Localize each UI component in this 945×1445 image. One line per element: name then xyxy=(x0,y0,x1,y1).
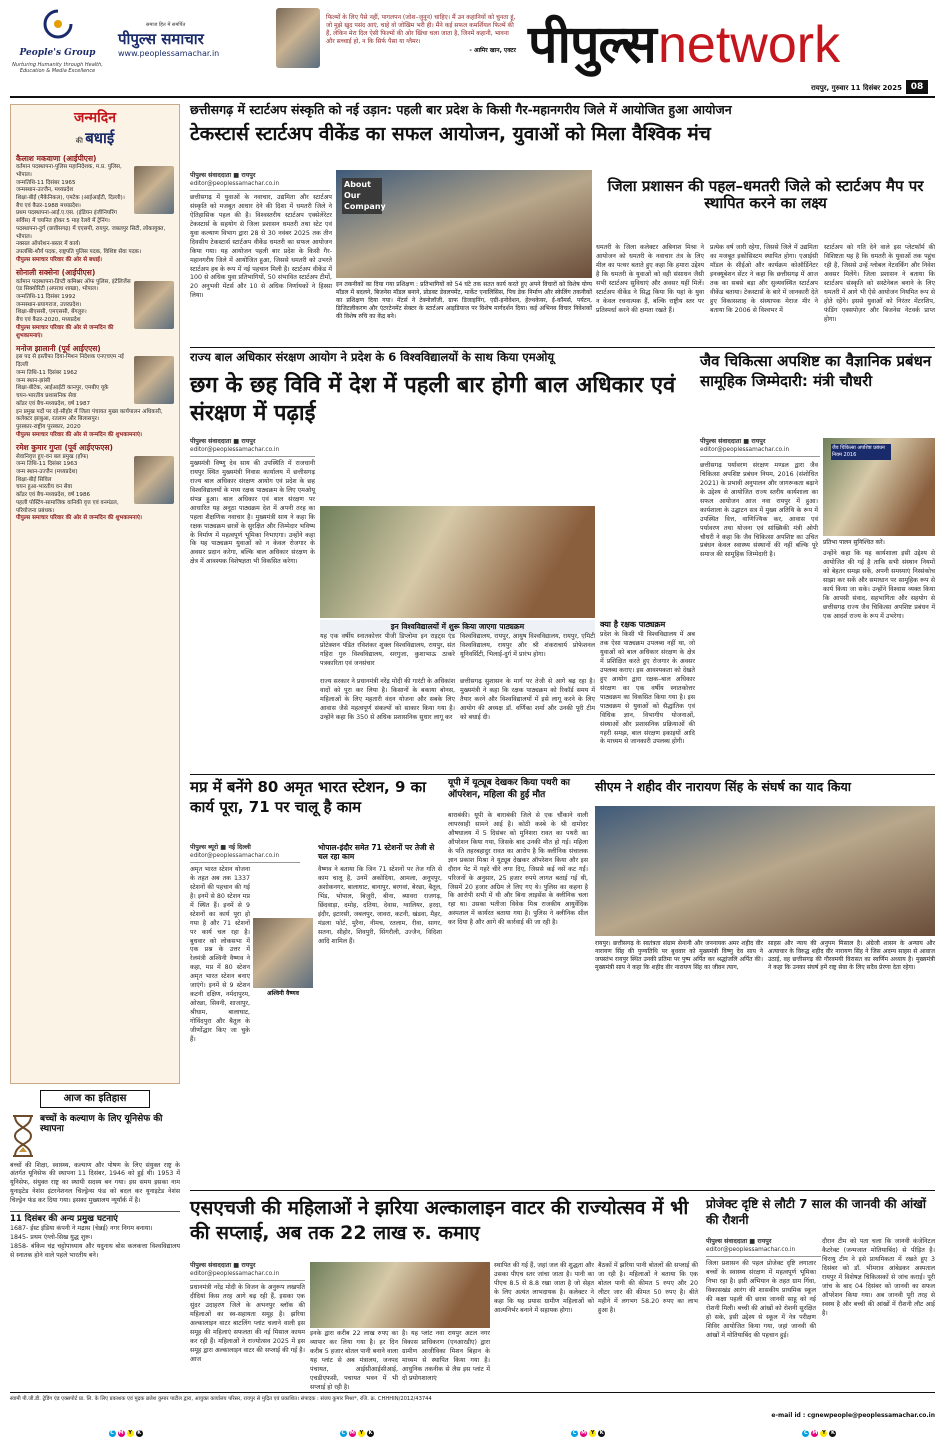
group-logo xyxy=(10,8,105,94)
s2-side-box xyxy=(600,620,695,770)
top-body: छत्तीसगढ़ में युवाओं के नवाचार, उद्यमिता और स्टार्टअप संस्कृति को मजबूत आधार देने की दिशा में धमतरी जिले ने ऐतिहासिक पहल की है। विश्वस्तरीय स्टार्टअप एक्सेलेरेटर टेकस्टार्स के सहयोग से जिला प्रशासन धमतरी तथा स्टेट एवं युवा कल्याण विभाग द्वारा 28 से 30 नवंबर 2025 तक तीन दिवसीय टेकस्टार्स स्टार्टअप वीकेंड धमतरी का सफल आयोजन किया गया। यह आयोजन पहली बार प्रदेश के किसी गैर-महानगरीय जिले में आयोजित हुआ, जिससे धमतरी को उभरते स्टार्टअप हब के रूप में नई पहचान मिली है। स्टार्टअप वीकेंड में 100 से अधिक युवा प्रतिभागियों, 50 संभावित स्टार्टअप टीमों, 20 अनुभवी मेंटर्स और 10 से अधिक निर्णायकों ने हिस्सा लिया। xyxy=(190,194,332,300)
birthday-detail: सेवानिवृत्त हुए-वन बल प्रमुख (हॉफ) xyxy=(16,453,89,460)
birthday-detail: जन्मस्थान-प्रयागराज, उत्तरप्रदेश। xyxy=(16,301,82,308)
birthday-detail: पदस्थापना-दुर्ग (छत्तीसगढ़) में एएसपी, रायपुर, जबलपुर सिटी, लोकायुक्त, भोपाल। xyxy=(16,225,166,240)
s3-byline: पीपुल्स ब्यूरो ■ नई दिल्ली xyxy=(190,844,251,851)
birthday-person-name: मनोज झालानी (पूर्व आईएएस) xyxy=(16,344,101,354)
s6-photo-caption: प्रतिभा पालन सुनिश्चित करें। xyxy=(823,539,885,546)
s6-byline: पीपुल्स संवाददाता ■ रायपुर xyxy=(700,438,766,445)
s8-photo xyxy=(310,1262,490,1328)
birthday-detail: शिक्षा-बीएससी, एमएससी, बेंगलुरु। xyxy=(16,309,87,316)
s2-col-1: मुख्यमंत्री विष्णु देव साय की उपस्थिति में राजधानी रायपुर स्थित मुख्यमंत्री निवास कार्यालय में छत्तीसगढ़ राज्य बाल अधिकार संरक्षण आयोग एवं प्रदेश के छह विश्वविद्यालयों के मध्य रक्षक पाठ्यक्रम के लिए एमओयू संपन्न हुआ। बाल अधिकार एवं बाल संरक्षण पर आधारित यह अनूठा पाठ्यक्रम देश में अपनी तरह का पहला शैक्षणिक नवाचार है। मुख्यमंत्री साय ने कहा कि रक्षक पाठ्यक्रम छात्रों के सुरक्षित और जिम्मेदार भविष्य के निर्माण में महत्वपूर्ण भूमिका निभाएगा। उन्होंने कहा कि यह पाठ्यक्रम युवाओं को न केवल रोजगार के अवसर प्रदान करेगा, बल्कि बाल अधिकार संरक्षण के क्षेत्र में आवश्यक विशेषज्ञता भी विकसित करेगा। xyxy=(190,460,315,566)
birthday-person-name: रमेश कुमार गुप्ता (पूर्व आईएफएस) xyxy=(16,443,113,453)
birthday-detail: पीपुल्स समाचार परिवार की ओर से जन्मदिन की शुभकामनाएं। xyxy=(16,431,143,438)
birthday-detail: जन्मतिथि-11 दिसंबर 1965 xyxy=(16,179,76,186)
cmyk-group xyxy=(339,1428,375,1437)
s8-email[interactable]: editor@peoplessamachar.co.in xyxy=(190,1271,305,1281)
s3-sub-body: वैष्णव ने बताया कि जिन 71 स्टेशनों पर तेज गति से काम चालू है, उनमें अकोदिया, आमला, अनूपपुर, अशोकनगर, बालाघाट, बानापुर, बरगवां, बेरछा, बैतूल, भिंड, भोपाल, बिजुरी, बीना, ब्यावरा राजगढ़, छिंदवाड़ा, दमोह, दतिया, देवास, ग्वालियर, हरदा, इंदौर, इटारसी, जबलपुर, जावरा, कटनी, खंडवा, मैहर, मंडला फोर्ट, मुरैना, नीमच, रतलाम, रीवा, सागर, सतना, सीहोर, शिवपुरी, सिंगरौली, उज्जैन, विदिशा आदि शामिल हैं। xyxy=(318,866,442,945)
birthday-detail: प्रथम पदस्थापना-आई.ए.एस. (इंडियन इंजीनियरिंग सर्विस) में चयनित होकर 5 माह रेलवे में ट्रेनिंग। xyxy=(16,210,117,225)
birthday-entry xyxy=(16,268,174,340)
birthday-person-photo xyxy=(134,456,174,504)
birthday-entry xyxy=(16,154,174,264)
cmyk-dot: Y xyxy=(590,1430,595,1437)
s8-col-5: बैठकों में झरिया पानी बोतलों की सप्लाई की जा रही है। महिलाओं ने बताया कि एक बोतल पानी की कीमत 5 रुपए और 20 लीटर जार की कीमत 50 रुपए है। बीते महीने में लगभग 58.20 रुपए का लाभ हुआ है। xyxy=(598,1262,698,1314)
s5-caption-left: रायपुर। छत्तीसगढ़ के स्वतंत्रता संग्राम सेनानी और जननायक अमर शहीद वीर नारायण सिंह की पुण्यतिथि पर बुधवार को मुख्यमंत्री विष्णु देव साय ने जयस्तंभ रायपुर स्थित उनकी प्रतिमा पर पुष्प अर्पित कर श्रद्धांजलि अर्पित की। मुख्यमंत्री साय ने कहा कि शहीद वीर नारायण सिंह का जीवन त्याग, xyxy=(595,940,763,972)
rule-3 xyxy=(190,1190,935,1191)
paper-tagline: समाज हित में समर्पित xyxy=(146,22,186,28)
masthead xyxy=(0,0,945,98)
top-headline: टेकस्टार्स स्टार्टअप वीकेंड का सफल आयोजन, युवाओं को मिला वैश्विक मंच xyxy=(190,123,711,145)
s6-body-right: उन्होंने कहा कि यह कार्यशाला इसी उद्देश्य से आयोजित की गई है ताकि सभी संस्थान नियमों को बेहतर समझ सकें, अपनी समस्याएं निस्संकोच साझा कर सकें और समाधान पर सामूहिक रूप से कार्य किया जा सके। उन्होंने विश्वास व्यक्त किया कि आपसी संवाद, सहभागिता और सहयोग से छत्तीसगढ़ राज्य जैव चिकित्सा अपशिष्ट प्रबंधन में एक आदर्श राज्य के रूप में उभरेगा। xyxy=(823,550,935,620)
s8-col-1: प्रधानमंत्री नरेंद्र मोदी के विजन के अनुरूप लखपति दीदियां किस तरह आगे बढ़ रही हैं, इसका एक सुंदर उदाहरण जिले के अभनपुर ब्लॉक की महिलाओं का स्व-सहायता समूह है। झरिया अल्कालाइन वाटर बाटलिंग प्लांट चलाने वाली इस समूह की महिलाएं सफलता की नई मिसाल कायम कर रही हैं। महिलाओं ने राज्योत्सव 2025 में इस समूह द्वारा अल्कालाइन वाटर की सप्लाई की गई है। आज xyxy=(190,1284,305,1363)
cmyk-dot: Y xyxy=(128,1430,132,1437)
group-logo-icon xyxy=(42,8,74,44)
birthday-detail: जन्म स्थान-उज्जैन (मध्यप्रदेश) xyxy=(16,468,78,475)
birthday-person-photo xyxy=(134,166,174,214)
network-hi: पीपुल्स xyxy=(528,15,656,75)
s2-side-head: क्या है रक्षक पाठ्यक्रम xyxy=(600,620,666,629)
birthday-detail: चयन-भारतीय प्रशासनिक सेवा xyxy=(16,393,77,400)
s3-portrait xyxy=(253,918,313,988)
rule-2 xyxy=(190,774,935,775)
quote-text: फिल्मों के लिए पैसे नहीं, पागलपन (जोश–जुनून) चाहिए। मैं उन कहानियों को चुनता हूं, जो मुझे खुद पसंद आएं, चाहे वो जोखिम भरी ही। मैंने कई सफल कमर्शियल फिल्में की हैं, लेकिन मेरा दिल ऐसी फिल्मों की ओर खिंचा चला जाता है, जिनमें कहानी, भावना और सच्चाई हो, न कि सिर्फ पैसा या ग्लैमर। xyxy=(326,14,516,46)
birthday-detail: जन्मतिथि-11 दिसंबर 1992 xyxy=(16,294,76,301)
s5-photo xyxy=(595,806,935,936)
birthday-detail: कॉडर एवं बैच-मध्यप्रदेश, वर्ष 1986 xyxy=(16,492,91,499)
birthday-detail: उपलब्धि-शौर्य पदक, राष्ट्रपति पुलिस पदक, विशिष्ट सेवा पदक। xyxy=(16,249,142,256)
s3-email[interactable]: editor@peoplessamachar.co.in xyxy=(190,853,300,863)
s6-headline: जैव चिकित्सा अपशिष्ट का वैज्ञानिक प्रबंधन सामूहिक जिम्मेदारी: मंत्री चौधरी xyxy=(700,352,932,390)
cmyk-dot: Y xyxy=(822,1430,826,1437)
s3-portrait-caption: अश्विनी वैष्णव xyxy=(267,990,299,997)
s2-side-body: प्रदेश के किसी भी विश्वविद्यालय में अब तक ऐसा पाठ्यक्रम उपलब्ध नहीं था, जो युवाओं को बाल अधिकार संरक्षण के क्षेत्र में प्रशिक्षित करते हुए रोजगार के अवसर उपलब्ध कराए। इस आवश्यकता को देखते हुए आयोग द्वारा रक्षक–बाल अधिकार संरक्षण का एक वर्षीय स्नातकोत्तर पाठ्यक्रम का विकसित किया गया है। इस पाठ्यक्रम से युवाओं को सैद्धांतिक एवं विधिक ज्ञान, विभागीय योजनाओं, संस्थाओं और प्रशासनिक प्रक्रियाओं की गहरी समझ, बाल संरक्षण इकाइयों आदि के माध्यम से जानकारी उपलब्ध होगी। xyxy=(600,631,695,746)
cmyk-dot: C xyxy=(110,1430,114,1437)
birthday-detail: जन्म तिथि-11 दिसंबर 1962 xyxy=(16,369,78,376)
s2-col-2: यह एक वर्षीय स्नातकोत्तर पीजी डिप्लोमा इन राइट्स एंड प्रोटेक्शन पंडित रविशंकर शुक्ल विश्वविद्यालय, रायपुर, संत गहिरा गुरु विश्वविद्यालय, सरगुजा, कुशाभाऊ ठाकरे पत्रकारिता एवं जनसंचार xyxy=(320,633,455,667)
birthday-detail: जन्मस्थान-उज्जैन, मध्यप्रदेश xyxy=(16,187,74,194)
cmyk-dot: M xyxy=(812,1430,818,1437)
network-logo xyxy=(528,10,938,78)
s6-body-left: छत्तीसगढ़ पर्यावरण संरक्षण मण्डल द्वारा जैव चिकित्सा अपशिष्ट प्रबंधन नियम, 2016 (संशोधित 2021) के प्रभावी अनुपालन और जागरूकता बढ़ाने के उद्देश्य से आयोजित राज्य स्तरीय कार्यशाला का सफल आयोजन आज नवा रायपुर में हुआ। कार्यशाला के उद्घाटन सत्र में मुख्य अतिथि के रूप में उपस्थित वित्त, वाणिज्यिक कर, आवास एवं पर्यावरण तथा योजना एवं सांख्यिकी मंत्री ओपी चौधरी ने कहा कि जैव चिकित्सा अपशिष्ट का उचित प्रबंधन केवल स्वास्थ्य संस्थानों की नहीं बल्कि पूरे समाज की सामूहिक जिम्मेदारी है। xyxy=(700,462,818,559)
cmyk-dot: K xyxy=(368,1430,373,1437)
cmyk-group xyxy=(108,1428,144,1437)
side-headline: जिला प्रशासन की पहल–धमतरी जिले को स्टार्टअप मैप पर स्थापित करने का लक्ष्य xyxy=(607,177,924,213)
birthday-detail: वर्तमान पदस्थापना-पुलिस महानिदेशक, म.प्र. पुलिस, भोपाल। xyxy=(16,164,122,178)
s2-email[interactable]: editor@peoplessamachar.co.in xyxy=(190,447,315,457)
s2-headline: छग के छह विवि में देश में पहली बार होगी बाल अधिकार एवं संरक्षण में पढ़ाई xyxy=(190,373,676,426)
group-tagline: Nurturing Humanity through Health, Education & Media Excellence xyxy=(12,61,103,74)
cmyk-dot: M xyxy=(118,1430,124,1437)
s8-col-4: स्थापित की गई हैं, जहां जल की शुद्धता और उसका पीएच स्तर जांचा जाता है। पानी का पीएच 8.5 से 8.8 रखा जाता है जो सेहत के लिए अत्यंत लाभदायक है। कलेक्टर ने कहा कि यह प्रयास ग्रामीण महिलाओं को आत्मनिर्भर बनाने में सहायक होगा। xyxy=(494,1262,594,1314)
quote-author: - आमिर खान, एक्टर xyxy=(469,47,516,55)
s6-photo xyxy=(823,438,935,536)
footer-imprint: स्वामी पी.जी.डी. ट्रेडिंग एंड एक्सपोर्ट प्रा. लि. के लिए प्रकाशक एवं मुद्रक ब्रजेश कुमार पाटील द्वारा, आयुक्त कार्यालय परिसर, रायपुर से मुद्रित एवं प्रकाशित। संपादक : संजय कुमार मिश्रा*, रजि. क्र. CHHHIN/2012/43744 xyxy=(10,1396,432,1402)
cmyk-group xyxy=(570,1428,606,1437)
birthday-detail: पीपुल्स समाचार परिवार की ओर से जन्मदिन की शुभकामनाएं। xyxy=(16,515,143,522)
side-col-2: प्रत्येक वर्ष जारी रहेगा, जिससे जिले में उद्यमिता का मजबूत इकोसिस्टम स्थापित होगा। एआईसी मॉडल के सीईओ और कार्यक्रम कोऑर्डिनेटर इनक्यूबेशन सेंटर ने कहा कि छत्तीसगढ़ में आज तक का सबसे बड़ा और सुव्यवस्थित स्टार्टअप वीकेंड बताया। टेकस्टार्स के बारे में जानकारी देते हुए विकासशाह के संस्थापक मेराज मीर ने बताया कि 2006 से विश्वभर में xyxy=(710,244,818,314)
page-number: 08 xyxy=(906,80,928,94)
actor-photo xyxy=(276,8,320,68)
s7-col-1: जिला प्रशासन की पहल प्रोजेक्ट दृष्टि लगातार बच्चों के स्वास्थ्य संरक्षण में महत्वपूर्ण भूमिका निभा रहा है। इसी अभियान के तहत ग्राम गिंवा, विकासखंड आरंग की शासकीय प्राथमिक स्कूल की कक्षा पहली की छात्रा जानवी साहू को नई रोशनी मिली। बच्ची की आंखों को रोशनी सुरक्षित हो सके, इसी उद्देश्य से स्कूल में नेत्र परीक्षण शिविर आयोजित किया गया, जहां जानवी की आंखों में मोतियाबिंद की पहचान हुई। xyxy=(706,1260,816,1339)
s2-mid-col-1: राज्य सरकार ने प्रधानमंत्री नरेंद्र मोदी की गारंटी के अधिकांश वादों को पूरा कर लिया है। किसानों के बकाया बोनस, महिलाओं के लिए महतारी वंदन योजना और सबके लिए आवास जैसे महत्वपूर्ण संकल्पों को साकार किया गया है। उन्होंने कहा कि 350 से अधिक प्रशासनिक सुधार लागू कर xyxy=(320,678,456,721)
network-en: network xyxy=(658,16,841,74)
birthday-title xyxy=(11,105,179,151)
s2-byline: पीपुल्स संवाददाता ■ रायपुर xyxy=(190,438,256,445)
birthday-detail: इन प्रमुख पदों पर रहे-सीहोर में जिला पंचायत मुख्य कार्यपालन अधिकारी, कलेक्टर झाबुआ, रतलाम और बिलासपुर। xyxy=(16,408,163,423)
history-headline: बच्चों के कल्याण के लिए यूनिसेफ की स्थापना xyxy=(40,1113,163,1134)
birthday-detail: शिक्षा-बीई सिविल xyxy=(16,476,52,483)
side-col-3: स्टार्टअप को गति देने वाले इस प्लेटफॉर्म की विशिष्टता यह है कि धमतरी के युवाओं तक पहुंच रही है, जिससे उन्हें ग्लोबल नेटवर्किंग और निवेश अवसर मिलेंगे। जिला प्रशासन ने बताया कि स्टार्टअप संस्कृति को सस्टेनेबल बनाने के लिए धमतरी में आगे भी ऐसे आयोजन नियमित रूप से होते रहेंगे। इससे युवाओं को निरंतर मेंटरशिप, फंडिंग एक्सपोज़र और बिजनेस नेटवर्क प्राप्त होगा। xyxy=(824,244,935,323)
birthday-detail: जन्म स्थान-झांसी xyxy=(16,377,51,384)
s8-col-2: इनके द्वारा करीब 22 लाख रुपए का व्यापार कर लिया गया है। हर दिन करीब 5 हजार बोतल पानी बनाने वाला यह प्लांट से अब मंत्रालय, जनपद पंचायत, आईसीआईसीआई, एचडीएफसी, पचायत भवन में भी सप्लाई हो रही है। xyxy=(310,1330,398,1391)
cmyk-group xyxy=(801,1428,837,1437)
birthday-detail: चयन हुआ-भारतीय वन सेवा xyxy=(16,484,73,491)
s8-headline: एसएचजी की महिलाओं ने झरिया अल्कालाइन वाटर की राज्योत्सव में भी की सप्लाई, अब तक 22 लाख रु. कमाए xyxy=(190,1197,689,1244)
top-kicker: छत्तीसगढ़ में स्टार्टअप संस्कृति को नई उड़ान: पहली बार प्रदेश के किसी गैर-महानगरीय जिले में आयोजित हुआ आयोजन xyxy=(190,102,732,117)
s3-sub-head: भोपाल-इंदौर समेत 71 स्टेशनों पर तेजी से चल रहा काम xyxy=(318,843,435,861)
cmyk-dot: K xyxy=(599,1430,604,1437)
birthday-detail: शिक्षा-बीटेक, आईआईटी कानपुर, एमबीए यूके xyxy=(16,385,109,392)
masthead-rule xyxy=(10,96,935,98)
s2-kicker: राज्य बाल अधिकार संरक्षण आयोग ने प्रदेश के 6 विश्वविद्यालयों के साथ किया एमओयू xyxy=(190,350,555,364)
title-mid: की xyxy=(75,136,83,145)
birthday-person-name: कैलाश मकवाणा (आईपीएस) xyxy=(16,154,97,163)
s3-headline: मप्र में बनेंगे 80 अमृत भारत स्टेशन, 9 का कार्य पूरा, 71 पर चालू है काम xyxy=(190,778,427,816)
title-top: जन्मदिन xyxy=(73,110,117,126)
birthday-detail: इस पद से इस्तीफा दिया-मिशन निदेशक एनएचएम नई दिल्ली xyxy=(16,354,124,369)
birthday-entry xyxy=(16,443,174,523)
s7-email[interactable]: editor@peoplessamachar.co.in xyxy=(706,1247,821,1257)
dateline: रायपुर, गुरुवार 11 दिसंबर 2025 xyxy=(810,84,902,92)
top-byline: पीपुल्स संवाददाता ■ रायपुर xyxy=(190,172,256,179)
s6-photo-banner: जैव चिकित्सा अपशिष्ट प्रबंधन नियम 2016 xyxy=(831,444,891,460)
cmyk-strip xyxy=(10,1426,935,1440)
history-title: आज का इतिहास xyxy=(40,1090,150,1108)
s2-photo xyxy=(320,506,595,618)
history-event: 1858- बंकिम चंद्र चट्टोपाध्याय और यदुनाथ बोस कलकत्ता विश्वविद्यालय से स्नातक होने वाले पहले भारतीय बने। xyxy=(10,1242,180,1259)
footer-rule xyxy=(10,1392,935,1393)
cmyk-dot: M xyxy=(581,1430,587,1437)
birthday-detail: नक्सल ऑपरेशन-बस्तर में कार्य। xyxy=(16,241,81,248)
top-email[interactable]: editor@peoplessamachar.co.in xyxy=(190,181,330,191)
rule-1 xyxy=(190,347,935,348)
history-event: 1845- प्रथम एंग्लो-सिख युद्ध शुरू। xyxy=(10,1233,93,1241)
title-bottom: बधाई xyxy=(85,128,115,147)
footer-email[interactable]: e-mail id : cgnewpeople@peoplessamachar.co.in xyxy=(771,1412,935,1419)
birthday-detail: वर्तमान पदस्थापना-डिप्टी कमिश्नर ऑफ पुलिस, इंटेलिजेंस एंड सिक्योरिटी (अपराध शाखा), भोपाल। xyxy=(16,278,131,293)
birthday-detail: जन्म तिथि-11 दिसंबर 1963 xyxy=(16,461,78,468)
paper-logo xyxy=(118,22,278,74)
cmyk-dot: K xyxy=(830,1430,835,1437)
s3-body: अमृत भारत स्टेशन योजना के तहत अब तक 1337 स्टेशनों की पहचान की गई है। इनमें से 80 स्टेशन मप्र में स्थित हैं। इनमें से 9 स्टेशनों का कार्य पूरा हो गया है और 71 स्टेशनों पर कार्य चल रहा है। बुधवार को लोकसभा में एक प्रश्न के उत्तर में रेलमंत्री अश्विनी वैष्णव ने कहा, मप्र में 80 स्टेशन अमृत भारत स्टेशन बनाए जाएंगे। इनमें से 9 स्टेशन कटनी दक्षिण, नर्मदापुरम, ओरछा, सिवनी, शाजापुर, श्रीधाम, बालाघाट, गोविंदपुरा और बैतूल के जीर्णोद्धार किए जा चुके हैं। xyxy=(190,866,250,1043)
side-col-1: धमतरी के जिला कलेक्टर अबिनाश मिश्रा ने आयोजन को धमतरी के नवाचार तंत्र के लिए मील का पत्थर बताते हुए कहा कि हमारा उद्देश्य है कि धमतरी के युवाओं को वही संसाधन जैसी सभी स्टार्टअप सुविधाएं और अवसर यहीं मिलें। स्टार्टअप वीकेंड ने सिद्ध किया कि यहां के युवा न केवल रचनात्मक हैं, बल्कि राष्ट्रीय स्तर पर प्रतिस्पर्धा करने की क्षमता रखते हैं। xyxy=(596,244,704,314)
s2-mid-col-2: छत्तीसगढ़ सुशासन के मार्ग पर तेजी से आगे बढ़ रहा है। मुख्यमंत्री ने कहा कि रक्षक पाठ्यक्रम को रिकॉर्ड समय में तैयार करने और विश्वविद्यालयों में इसे लागू करने के लिए आयोग की अध्यक्ष डॉ. वर्णिका शर्मा और उनकी पूरी टीम को बधाई दी। xyxy=(460,678,595,721)
birthday-person-photo xyxy=(134,281,174,329)
cmyk-dot: K xyxy=(137,1430,142,1437)
cmyk-dot: C xyxy=(572,1430,577,1437)
cmyk-dot: Y xyxy=(359,1430,364,1437)
s4-headline: यूपी में यूट्यूब देखकर किया पथरी का ऑपरेशन, महिला की हुई मौत xyxy=(448,778,570,800)
birthday-detail: पुरस्कार-राष्ट्रीय पुरस्कार, 2020 xyxy=(16,423,81,430)
cmyk-dot: M xyxy=(349,1430,355,1437)
birthday-detail: पीपुल्स समाचार परिवार की ओर से बधाई। xyxy=(16,256,102,263)
birthday-detail: बैच एवं कैडर-2020, मध्यप्रदेश xyxy=(16,317,81,324)
birthday-sidebar xyxy=(10,104,180,1084)
history-box xyxy=(10,1090,180,1390)
birthday-detail: कॉडर एवं बैच-मध्यप्रदेश, वर्ष 1987 xyxy=(16,400,91,407)
cmyk-dot: C xyxy=(341,1430,346,1437)
birthday-entry xyxy=(16,344,174,439)
s7-byline: पीपुल्स संवाददाता ■ रायपुर xyxy=(706,1238,772,1245)
s8-byline: पीपुल्स संवाददाता ■ रायपुर xyxy=(190,1262,256,1269)
s2-photo-caption: इन विश्वविद्यालयों में शुरू किया जाएगा पाठ्यक्रम xyxy=(320,620,595,634)
photo-sign: About Our Company xyxy=(342,178,382,214)
website[interactable]: www.peoplessamachar.in xyxy=(118,49,220,58)
group-name: People's Group xyxy=(19,48,96,59)
birthday-detail: पीपुल्स समाचार परिवार की ओर से जन्मदिन की शुभकामनाएं। xyxy=(16,324,114,339)
top-photo-caption: इन तकनीकों का दिया गया प्रशिक्षण : प्रतिभागियों को 54 घंटे तक सतत कार्य करते हुए अपने विचारों को विशेष योग्य मॉडल में बदलने, बिजनेस मॉडल बनाने, प्रोडक्ट डेवलपमेंट, मार्केट एनालिसिस, पिच डेक निर्माण और स्केलिंग तकनीकों का प्रशिक्षण दिया गया। मेंटर्स ने टेक्नोलॉजी, ग्राफ डिजाइनिंग, एग्री-इनोवेशन, हेल्थकेयर, ई-कॉमर्स, पर्यटन, डिजिटलीकरण और एंटरटेनमेंट सेक्टर के स्टार्टअप आइडियाज पर विशेष मार्गदर्शन दिया। कई अभिनव विचार निवेशकों की विशेष रुचि का केंद्र बने। xyxy=(336,281,592,321)
birthday-person-name: सोनाली सक्सेना (आईपीएस) xyxy=(16,268,96,278)
birthday-detail: शिक्षा-बीई (मैकेनिकल), एमटेक (आईआईटी, दिल्ली)। xyxy=(16,195,125,201)
s5-caption-right: साहस और न्याय की अनुपम मिसाल है। अंग्रेजी शासन के अन्याय और अत्याचार के विरुद्ध शहीद वीर नारायण सिंह ने जिस अदम्य साहस से आवाज उठाई, वह छत्तीसगढ़ की गौरवमयी विरासत का स्वर्णिम अध्याय है। मुख्यमंत्री ने कहा कि उनका संघर्ष हमें राष्ट्र सेवा के लिए सदैव प्रेरणा देता रहेगा। xyxy=(768,940,935,972)
s7-headline: प्रोजेक्ट दृष्टि से लौटी 7 साल की जानवी की आंखों की रौशनी xyxy=(706,1197,927,1228)
s6-email[interactable]: editor@peoplessamachar.co.in xyxy=(700,447,820,457)
s8-col-3: है। यह प्लांट नवा रायपुर अटल नगर विकास प्राधिकरण (एनआरडीए) द्वारा ग्रामीण आजीविका मिशन बिहान के माध्यम से स्थापित किया गया है। आधुनिक तकनीक से लैस इस प्लांट में दो प्रयोगशालाएं xyxy=(402,1330,490,1382)
history-event: 1687- ईस्ट इंडिया कंपनी ने मद्रास (चेन्नई) नगर निगम बनाया। xyxy=(10,1224,153,1232)
paper-name: पीपुल्स समाचार xyxy=(118,29,204,48)
s5-headline: सीएम ने शहीद वीर नारायण सिंह के संघर्ष का याद किया xyxy=(595,779,851,794)
history-body: बच्चों की शिक्षा, स्वास्थ्य, कल्याण और पोषण के लिए संयुक्त राष्ट्र के अंतर्गत यूनिसेफ की स्थापना 11 दिसंबर, 1946 को हुई थी। 1953 में यूनिसेफ, संयुक्त राष्ट्र का स्थायी सदस्य बन गया। इस समय इसका नाम युनाइटेड नेशंस इंटरनेशनल चिल्ड्रेन्स फंड को बदल कर यूनाइटेड नेशंस चिल्ड्रेन फंड कर दिया गया। इसका मुख्यालय न्यूयॉर्क में है। xyxy=(10,1161,180,1205)
s7-col-2: दौरान टीम को पता चला कि जानवी कंजेनिटल कैटरेक्ट (जन्मजात मोतियाबिंद) से पीड़ित है। चिरायु टीम ने इसे प्राथमिकता में रखते हुए 3 दिसंबर को डॉ. भीमराव आंबेडकर अस्पताल रायपुर में विशेषज्ञ चिकित्सकों से जांच कराई। पूरी जांच के बाद 04 दिसंबर को जानवी का सफल ऑपरेशन किया गया। अब जानवी पूरी तरह से स्वस्थ है और बच्ची की आंखों में रौशनी लौट आई है। xyxy=(822,1238,935,1317)
s4-body: बाराबंकी। यूपी के बाराबंकी जिले से एक चौंकाने वाली लापरवाही सामने आई है। कोठी कस्बे के श्री दामोदर औषधालय में 5 दिसंबर को मुनिशरा रावत का पथरी का ऑपरेशन किया गया, जिसके बाद उनकी मौत हो गई। महिला के पति तहरबहादुर रावत का आरोप है कि क्लीनिक संचालक ज्ञान प्रकाश मिश्रा ने यूट्यूब देखकर ऑपरेशन किया और इस दौरान पेट में गहरे चीरे लगा दिए, जिससे कई नसें कट गईं। परिजनों के अनुसार, 25 हजार रुपये लागत बताई गई थी, जिसमें 20 हजार अग्रिम ले लिए गए थे। पुलिस का कहना है कि आरोपी सभी में थी और बिना लाइसेंस के क्लीनिक चला रहा था। उसका भतीजा विवेक मिश्र राजकीय आयुर्वेदिक अस्पताल में कार्यरत बताया गया है। पुलिस ने क्लीनिक सील कर दिया है और आगे की कार्रवाई की जा रही है। xyxy=(448,812,588,927)
cmyk-dot: C xyxy=(804,1430,808,1437)
quote-box xyxy=(326,14,516,94)
s2-col-3: विश्वविद्यालय, रायपुर, आयुष विश्वविद्यालय, रायपुर, एमिटी विश्वविद्यालय, रायपुर और श्री शंकराचार्य प्रोफेशनल यूनिवर्सिटी, भिलाई-दुर्ग में प्रारंभ होगा। xyxy=(460,633,595,658)
top-photo xyxy=(336,170,592,278)
history-events xyxy=(10,1225,180,1261)
birthday-list xyxy=(11,154,179,523)
birthday-detail: पहली पोस्टिंग-सामाजिक वानिकी वृत्त एवं वनमंडल, परियोजना प्रबंधक। xyxy=(16,499,119,514)
birthday-detail: बैच एवं कैडर-1988 मध्यप्रदेश। xyxy=(16,202,81,209)
history-events-title: 11 दिसंबर की अन्य प्रमुख घटनाएं xyxy=(10,1211,180,1225)
birthday-person-photo xyxy=(134,356,174,404)
hourglass-icon xyxy=(10,1114,36,1158)
